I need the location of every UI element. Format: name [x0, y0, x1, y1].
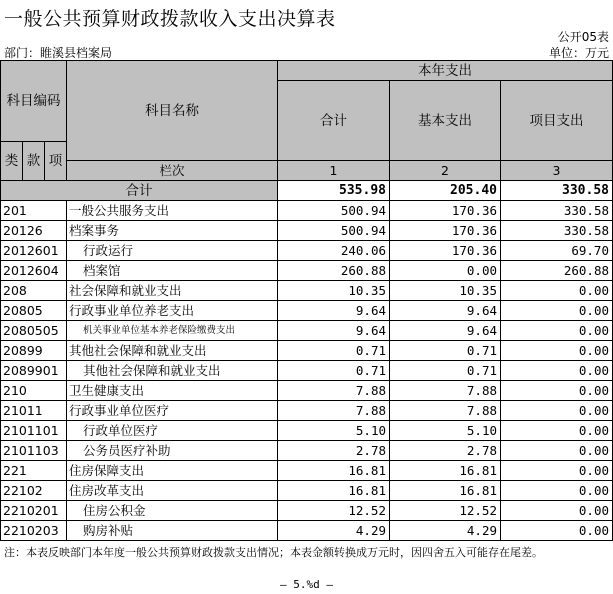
row-project: 330.58: [501, 221, 613, 241]
row-basic: 0.71: [390, 341, 501, 361]
total-row-label: 合计: [1, 181, 278, 201]
row-name: 档案事务: [67, 221, 278, 241]
page-title: 一般公共预算财政拨款收入支出决算表: [4, 8, 336, 30]
row-project: 0.00: [501, 521, 613, 541]
row-total: 0.71: [278, 361, 390, 381]
row-code: 201: [1, 201, 67, 221]
table-row: [1, 441, 613, 461]
table-row: [1, 481, 613, 501]
row-basic: 0.71: [390, 361, 501, 381]
row-code: 2101101: [1, 421, 67, 441]
row-project: 0.00: [501, 441, 613, 461]
table-row: [1, 201, 613, 221]
row-name: 购房补贴: [67, 521, 278, 541]
row-code: 2210201: [1, 501, 67, 521]
row-code: 2210203: [1, 521, 67, 541]
row-total: 4.29: [278, 521, 390, 541]
current-year-header: 本年支出: [278, 61, 613, 81]
table-row: [1, 261, 613, 281]
code-level-headers: [1, 141, 66, 180]
table-note: 注：本表反映部门本年度一般公共预算财政拨款支出情况；本表金额转换成万元时，因四舍五入可能存在尾差。: [4, 546, 543, 559]
row-basic: 7.88: [390, 401, 501, 421]
basic-header: 基本支出: [390, 81, 501, 161]
row-total: 2.78: [278, 441, 390, 461]
row-name: 社会保障和就业支出: [67, 281, 278, 301]
table-row: [1, 401, 613, 421]
column-order-label: 栏次: [67, 161, 278, 181]
xiang-header: 项: [48, 153, 63, 169]
expenditure-table: [0, 60, 613, 541]
column-number-1: 1: [278, 161, 390, 181]
total-header: 合计: [278, 81, 390, 161]
row-total: 500.94: [278, 221, 390, 241]
row-total: 7.88: [278, 381, 390, 401]
row-total: 260.88: [278, 261, 390, 281]
table-row: [1, 461, 613, 481]
row-total: 7.88: [278, 401, 390, 421]
row-name: 行政单位医疗: [67, 421, 278, 441]
row-basic: 7.88: [390, 381, 501, 401]
row-basic: 9.64: [390, 301, 501, 321]
page-footer: — 5.%d —: [280, 578, 333, 591]
row-basic: 170.36: [390, 241, 501, 261]
total-row-basic: 205.40: [390, 181, 501, 201]
total-row: [1, 181, 613, 201]
table-row: [1, 421, 613, 441]
row-code: 20126: [1, 221, 67, 241]
row-code: 21011: [1, 401, 67, 421]
total-row-project: 330.58: [501, 181, 613, 201]
table-row: [1, 241, 613, 261]
table-row: [1, 221, 613, 241]
row-name: 机关事业单位基本养老保险缴费支出: [67, 321, 278, 341]
row-basic: 2.78: [390, 441, 501, 461]
table-row: [1, 321, 613, 341]
row-basic: 4.29: [390, 521, 501, 541]
row-basic: 9.64: [390, 321, 501, 341]
table-row: [1, 301, 613, 321]
row-code: 2012601: [1, 241, 67, 261]
row-name: 其他社会保障和就业支出: [67, 341, 278, 361]
row-total: 10.35: [278, 281, 390, 301]
table-row: [1, 521, 613, 541]
row-basic: 170.36: [390, 221, 501, 241]
row-total: 9.64: [278, 301, 390, 321]
row-name: 行政运行: [67, 241, 278, 261]
row-project: 0.00: [501, 481, 613, 501]
row-name: 住房公积金: [67, 501, 278, 521]
row-name: 其他社会保障和就业支出: [67, 361, 278, 381]
row-code: 2080505: [1, 321, 67, 341]
row-total: 500.94: [278, 201, 390, 221]
project-header: 项目支出: [501, 81, 613, 161]
subject-name-header: 科目名称: [67, 61, 278, 161]
unit-label: 单位：万元: [548, 46, 609, 60]
row-project: 0.00: [501, 321, 613, 341]
row-basic: 12.52: [390, 501, 501, 521]
row-project: 0.00: [501, 501, 613, 521]
row-code: 2089901: [1, 361, 67, 381]
table-row: [1, 361, 613, 381]
row-total: 240.06: [278, 241, 390, 261]
row-name: 公务员医疗补助: [67, 441, 278, 461]
row-project: 330.58: [501, 201, 613, 221]
row-name: 行政事业单位医疗: [67, 401, 278, 421]
row-code: 210: [1, 381, 67, 401]
row-project: 0.00: [501, 421, 613, 441]
row-total: 9.64: [278, 321, 390, 341]
row-basic: 16.81: [390, 461, 501, 481]
row-project: 0.00: [501, 341, 613, 361]
total-row-total: 535.98: [278, 181, 390, 201]
row-project: 0.00: [501, 281, 613, 301]
row-code: 2012604: [1, 261, 67, 281]
row-project: 0.00: [501, 461, 613, 481]
department-label: 部门：睢溪县档案局: [4, 46, 113, 60]
kuan-header: 款: [23, 142, 45, 180]
row-total: 16.81: [278, 461, 390, 481]
column-number-2: 2: [390, 161, 501, 181]
row-name: 档案馆: [67, 261, 278, 281]
row-code: 208: [1, 281, 67, 301]
row-total: 16.81: [278, 481, 390, 501]
row-basic: 16.81: [390, 481, 501, 501]
lei-header: 类: [1, 142, 23, 180]
row-name: 一般公共服务支出: [67, 201, 278, 221]
row-code: 22102: [1, 481, 67, 501]
row-name: 卫生健康支出: [67, 381, 278, 401]
row-code: 20899: [1, 341, 67, 361]
row-project: 0.00: [501, 301, 613, 321]
form-number: 公开05表: [557, 30, 609, 44]
row-basic: 0.00: [390, 261, 501, 281]
row-basic: 5.10: [390, 421, 501, 441]
row-code: 20805: [1, 301, 67, 321]
row-basic: 170.36: [390, 201, 501, 221]
row-basic: 10.35: [390, 281, 501, 301]
row-project: 69.70: [501, 241, 613, 261]
row-project: 0.00: [501, 361, 613, 381]
row-code: 221: [1, 461, 67, 481]
row-name: 行政事业单位养老支出: [67, 301, 278, 321]
table-row: [1, 381, 613, 401]
table-row: [1, 501, 613, 521]
row-project: 260.88: [501, 261, 613, 281]
row-code: 2101103: [1, 441, 67, 461]
row-name: 住房保障支出: [67, 461, 278, 481]
row-total: 12.52: [278, 501, 390, 521]
row-project: 0.00: [501, 381, 613, 401]
subject-code-header: 科目编码 类 款 项: [1, 61, 67, 181]
row-total: 0.71: [278, 341, 390, 361]
row-name: 住房改革支出: [67, 481, 278, 501]
table-row: [1, 281, 613, 301]
column-number-3: 3: [501, 161, 613, 181]
row-project: 0.00: [501, 401, 613, 421]
table-row: [1, 341, 613, 361]
row-total: 5.10: [278, 421, 390, 441]
